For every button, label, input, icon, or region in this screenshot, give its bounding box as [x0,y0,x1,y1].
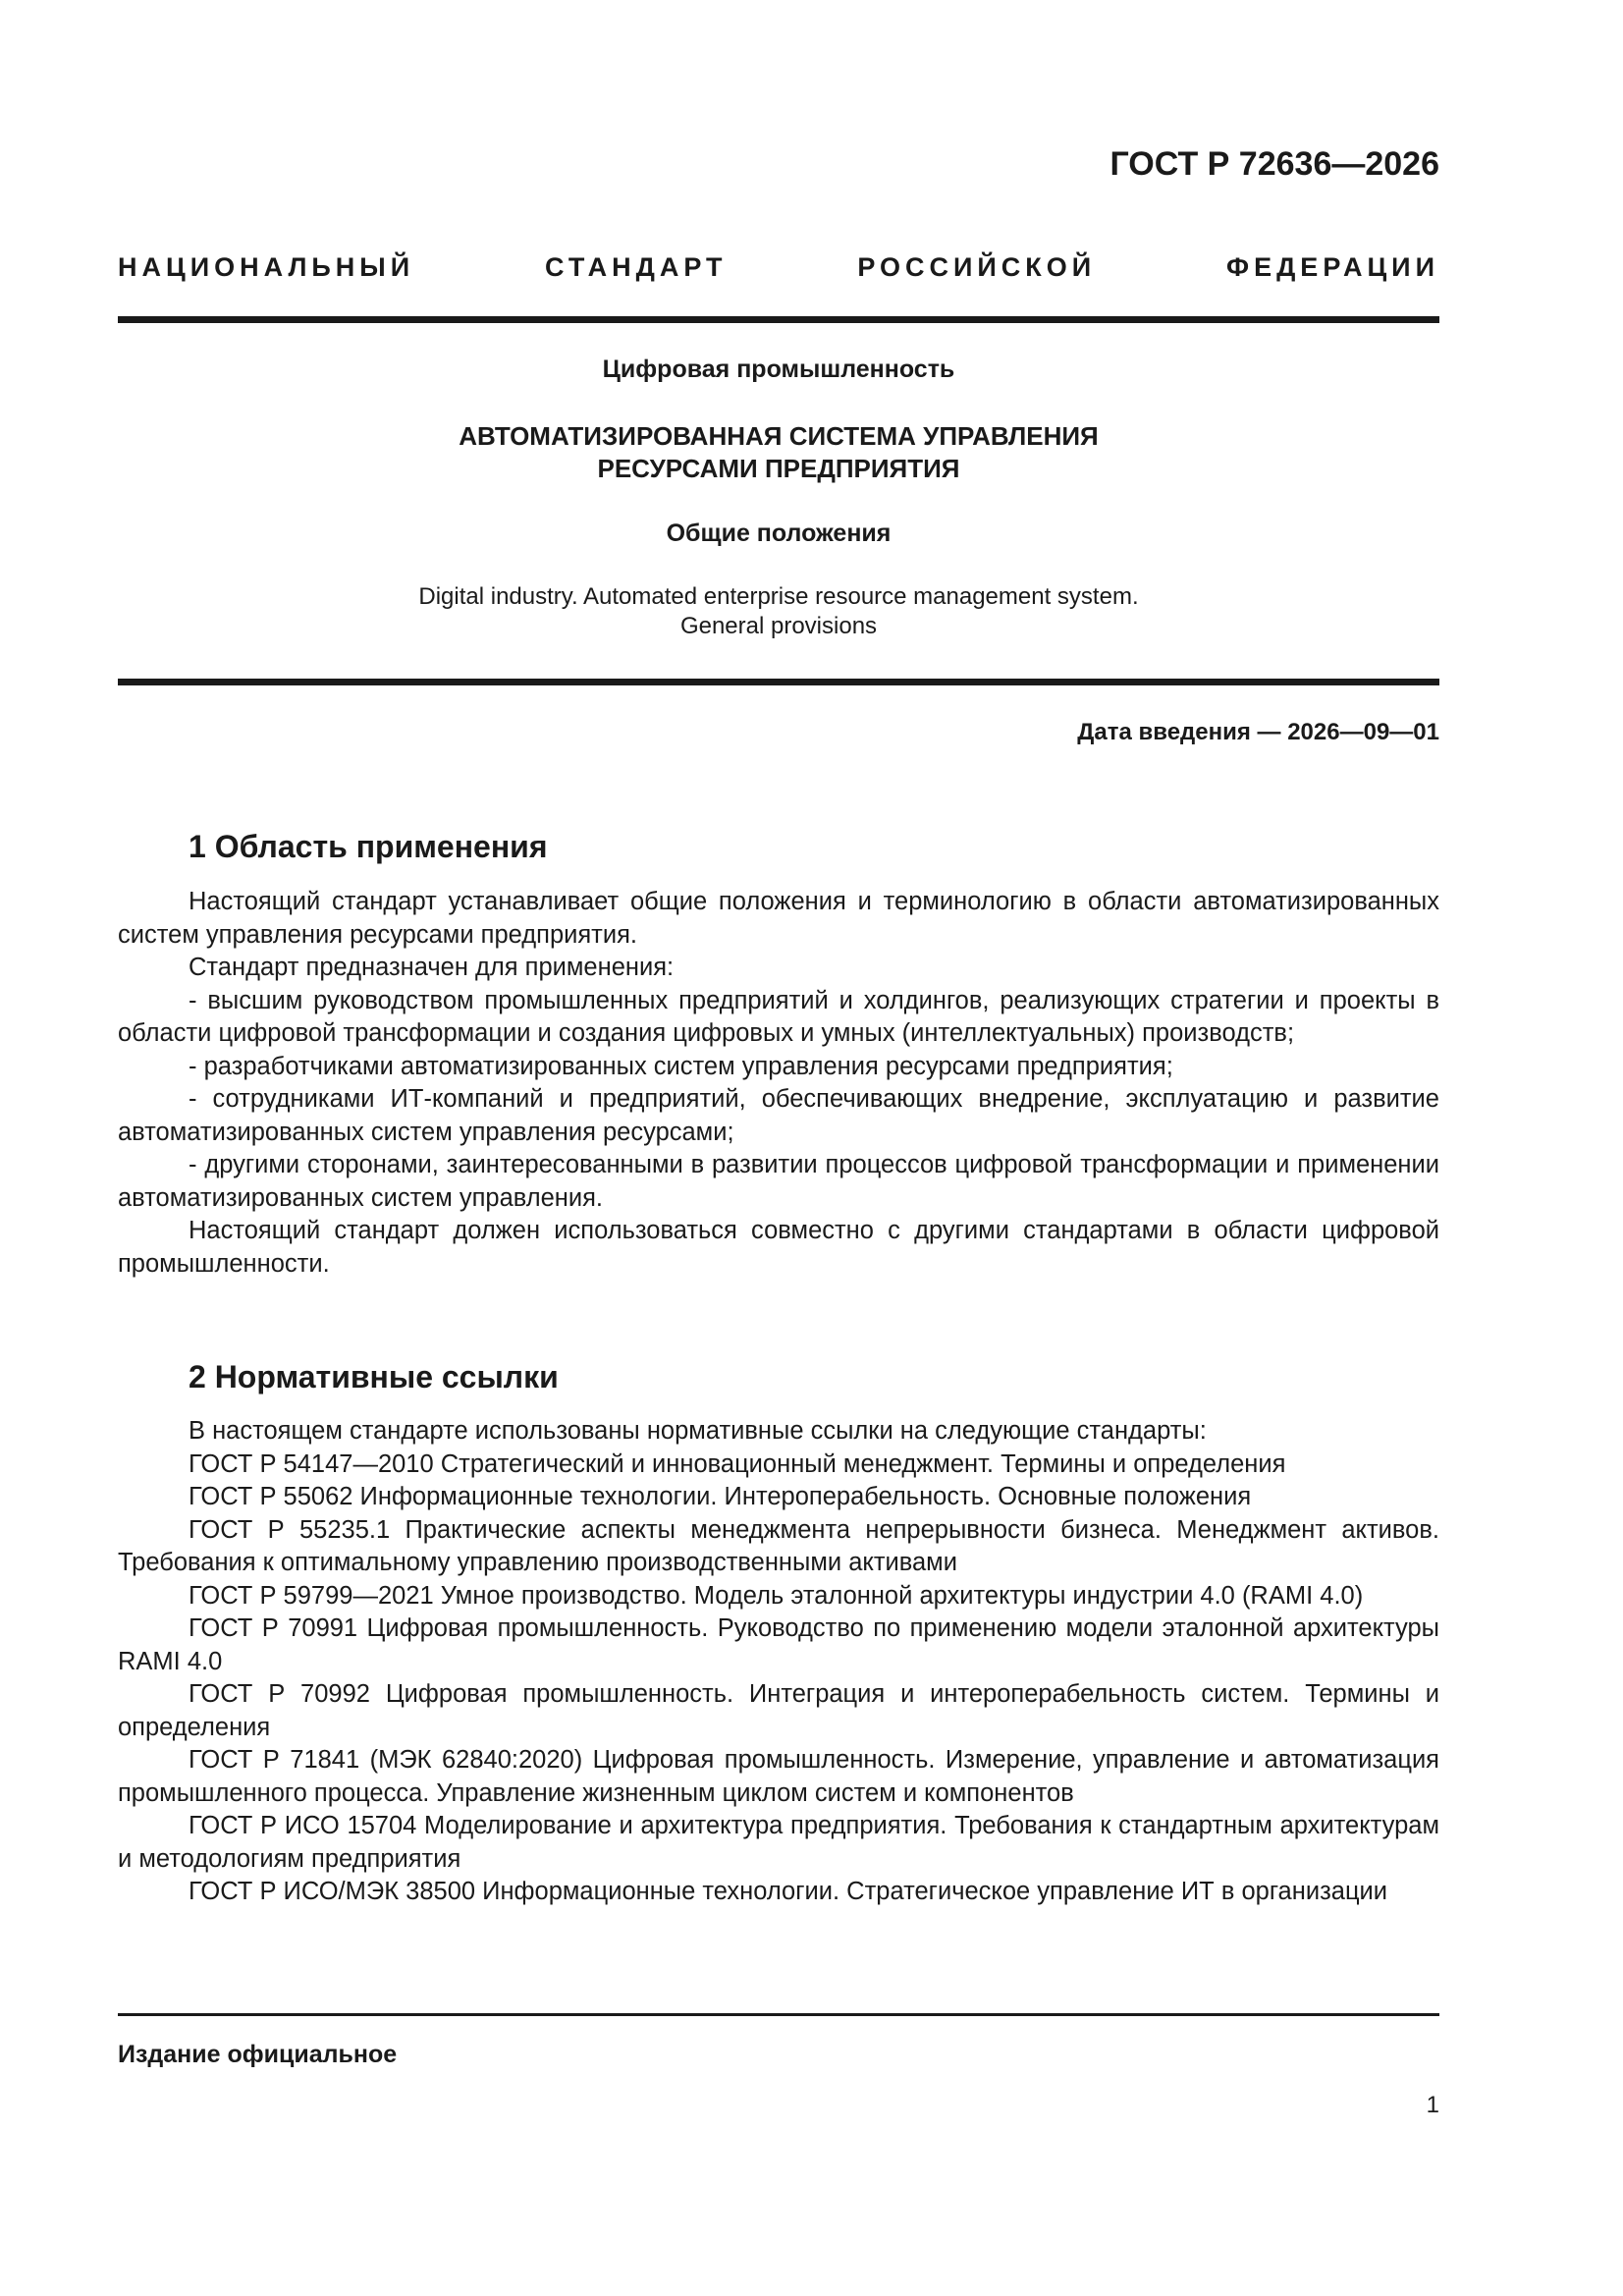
header-rule [118,316,1439,323]
reference-item: ГОСТ Р 71841 (МЭК 62840:2020) Цифровая промышленность. Измерение, управление и автоматизация промышленного процесса. Управление жизненным циклом систем и компонентов [118,1746,1439,1807]
reference-item: ГОСТ Р 59799—2021 Умное производство. Модель эталонной архитектуры индустрии 4.0 (RAMI 4.0) [189,1581,1364,1610]
section-2-body [118,1415,1439,1909]
reference-item: ГОСТ Р 55235.1 Практические аспекты менеджмента непрерывности бизнеса. Менеджмент активов. Требования к оптимальному управлению производственными активами [118,1515,1439,1576]
paragraph: Стандарт предназначен для применения: [189,954,675,981]
list-item: - другими сторонами, заинтересованными в развитии процессов цифровой трансформации и применении автоматизированных систем управления. [118,1151,1439,1212]
document-main-title [118,420,1439,485]
section-2-heading: 2 Нормативные ссылки [189,1359,559,1394]
reference-item: ГОСТ Р ИСО/МЭК 38500 Информационные технологии. Стратегическое управление ИТ в организации [189,1878,1388,1905]
document-part-title: Общие положения [666,519,892,547]
english-title [118,582,1439,641]
document-number: ГОСТ Р 72636—2026 [1109,145,1439,183]
section-1-heading: 1 Область применения [189,829,548,864]
english-title-line-2: General provisions [679,613,878,639]
title-rule [118,679,1439,685]
paragraph: Настоящий стандарт должен использоваться совместно с другими стандартами в области цифровой промышленности. [118,1217,1439,1278]
reference-item: ГОСТ Р 70992 Цифровая промышленность. Интеграция и интероперабельность систем. Термины и определения [118,1680,1439,1741]
main-title-line-2: РЕСУРСАМИ ПРЕДПРИЯТИЯ [597,454,960,483]
paragraph: Настоящий стандарт устанавливает общие положения и терминологию в области автоматизированных систем управления ресурсами предприятия. [118,888,1439,949]
paragraph: В настоящем стандарте использованы нормативные ссылки на следующие стандарты: [189,1417,1207,1445]
introduction-date: Дата введения — 2026—09—01 [1077,719,1439,745]
document-subject: Цифровая промышленность [602,355,955,383]
english-title-line-1: Digital industry. Automated enterprise resource management system. [418,583,1139,610]
footer-rule [118,2013,1439,2016]
section-1-body [118,886,1439,1281]
main-title-line-1: АВТОМАТИЗИРОВАННАЯ СИСТЕМА УПРАВЛЕНИЯ [459,421,1099,451]
reference-item: ГОСТ Р 70991 Цифровая промышленность. Руководство по применению модели эталонной архитектуры RAMI 4.0 [118,1614,1439,1675]
official-edition-label: Издание официальное [118,2041,398,2068]
reference-item: ГОСТ Р 55062 Информационные технологии. Интероперабельность. Основные положения [189,1483,1252,1510]
list-item: - сотрудниками ИТ-компаний и предприятий, обеспечивающих внедрение, эксплуатацию и развитие автоматизированных систем управления ресурсами; [118,1085,1439,1146]
reference-item: ГОСТ Р 54147—2010 Стратегический и инновационный менеджмент. Термины и определения [189,1449,1286,1478]
page-number: 1 [1426,2092,1439,2118]
list-item: - разработчиками автоматизированных систем управления ресурсами предприятия; [189,1052,1173,1080]
reference-item: ГОСТ Р ИСО 15704 Моделирование и архитектура предприятия. Требования к стандартным архитектурам и методологиям предприятия [118,1812,1439,1873]
list-item: - высшим руководством промышленных предприятий и холдингов, реализующих стратегии и проекты в области цифровой трансформации и создания цифровых и умных (интеллектуальных) производств; [118,986,1439,1047]
document-page [118,0,1439,2296]
national-standard-heading: НАЦИОНАЛЬНЫЙ СТАНДАРТ РОССИЙСКОЙ ФЕДЕРАЦИИ [118,252,1439,282]
